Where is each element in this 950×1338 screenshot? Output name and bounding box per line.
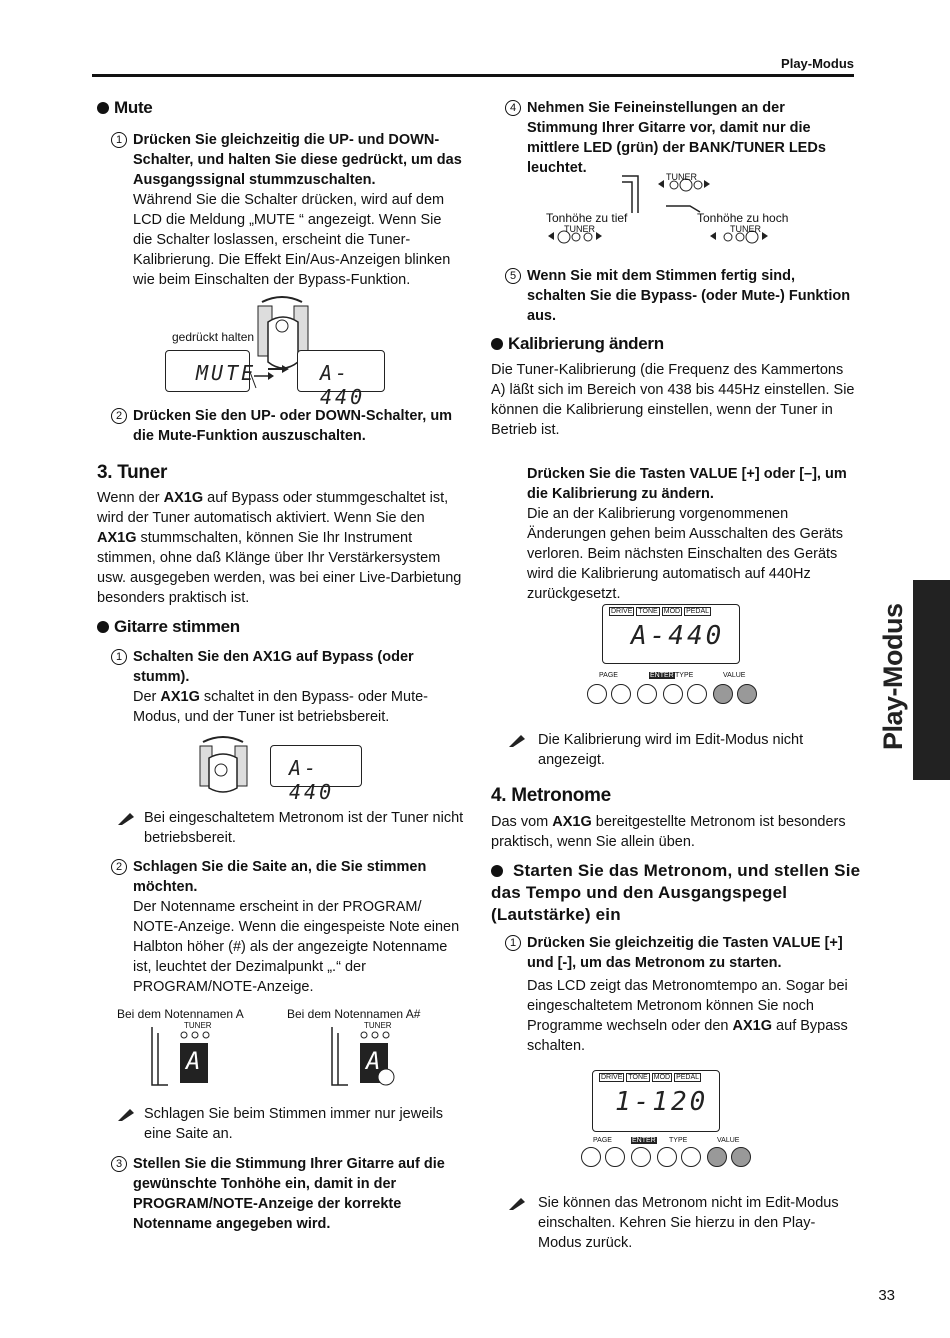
step-instruction: Drücken Sie gleichzeitig die Tasten VALUE [+] und [-], um das Metronom zu starten.	[527, 935, 843, 971]
note-pencil-icon	[117, 1108, 135, 1122]
note-display-asharp	[330, 1021, 420, 1095]
tuner-label: TUNER	[730, 224, 761, 234]
figure-label-asharp: Bei dem Notennamen A#	[287, 1007, 421, 1021]
step-instruction: Drücken Sie die Tasten VALUE [+] oder [–], um die Kalibrierung zu ändern.	[527, 466, 847, 502]
pitch-too-low-label: Tonhöhe zu tief	[546, 211, 628, 225]
note-pencil-icon	[117, 812, 135, 826]
note-metronome-edit: Sie können das Metronom nicht im Edit-Modus einschalten. Kehren Sie hierzu in den Play-Modus zurück.	[538, 1193, 854, 1253]
lcd-text: A-440	[320, 361, 366, 409]
gitarre-step1: 1 Schalten Sie den AX1G auf Bypass (oder stumm). Der AX1G schaltet in den Bypass- oder Mute-Modus, und der Tuner ist betriebsbereit.	[133, 647, 463, 727]
lcd-text: A-440	[289, 756, 335, 804]
page-down-button[interactable]	[587, 684, 607, 704]
tuner-step5	[509, 266, 855, 326]
mute-step1	[115, 130, 463, 290]
value-minus-button[interactable]	[713, 684, 733, 704]
page-down-button[interactable]	[581, 1147, 601, 1167]
metronome-intro: Das vom AX1G bereitgestellte Metronom ist besonders praktisch, wenn Sie allein üben.	[491, 814, 846, 850]
note-letter: A	[366, 1047, 384, 1075]
step-instruction: Stellen Sie die Stimmung Ihrer Gitarre auf die gewünschte Tonhöhe ein, damit in der PROGRAM/NOTE-Anzeige der korrekte Notenname angegeben wird.	[133, 1156, 445, 1232]
figure-label: gedrückt halten	[172, 330, 255, 344]
pitch-too-high-label: Tonhöhe zu hoch	[697, 211, 789, 225]
value-minus-button[interactable]	[707, 1147, 727, 1167]
metronome-step1: 1 Drücken Sie gleichzeitig die Tasten VALUE [+] und [-], um das Metronom zu starten. Das LCD zeigt das Metronomtempo an. Sogar bei eingeschaltetem Metronom können Sie noch Programme wechseln oder den AX1G auf Bypass schalten.	[527, 933, 857, 1056]
tuner-label: TUNER	[666, 172, 697, 182]
note-metronome-tuner: Bei eingeschaltetem Metronom ist der Tuner nicht betriebsbereit.	[144, 808, 464, 848]
tuner-label: TUNER	[564, 224, 595, 234]
kalibrierung-intro: Die Tuner-Kalibrierung (die Frequenz des Kammertons A) läßt sich im Bereich von 438 bis 445Hz einstellen. Sie können die Kalibrierung einstellen, wenn der Tuner in Betrieb ist.	[491, 362, 855, 438]
step-instruction: Drücken Sie den UP- oder DOWN-Schalter, um die Mute-Funktion auszuschalten.	[133, 408, 453, 444]
mute-heading: Mute	[97, 98, 152, 118]
kalibrierung-heading: Kalibrierung ändern	[491, 334, 664, 354]
lcd-text: MUTE	[196, 361, 257, 385]
header-rule	[92, 74, 854, 77]
value-plus-button[interactable]	[731, 1147, 751, 1167]
step-number: 1	[111, 649, 127, 665]
type-up-button[interactable]	[687, 684, 707, 704]
tuner-heading: 3. Tuner	[97, 462, 168, 483]
step-number: 3	[111, 1156, 127, 1172]
step-number: 4	[505, 100, 521, 116]
step-number: 2	[111, 859, 127, 875]
lcd-display-calibration	[297, 350, 385, 409]
gitarre-step3	[115, 1154, 463, 1234]
gitarre-step2	[115, 857, 463, 997]
tuner-label: TUNER	[364, 1021, 392, 1030]
step-instruction: Wenn Sie mit dem Stimmen fertig sind, schalten Sie die Bypass- (oder Mute-) Funktion aus.	[527, 268, 851, 324]
note-letter: A	[186, 1047, 204, 1075]
step-number: 1	[505, 935, 521, 951]
step-instruction: Drücken Sie gleichzeitig die UP- und DOWN-Schalter, und halten Sie diese gedrückt, um das Ausgangssignal stummzuschalten.	[133, 132, 462, 188]
enter-button[interactable]	[631, 1147, 651, 1167]
lcd-display-metronome: DRIVE TONE MOD PEDAL 1-120	[592, 1070, 720, 1132]
arrow-icon	[268, 364, 290, 374]
step-number: 2	[111, 408, 127, 424]
step-explanation: Die an der Kalibrierung vorgenommenen Änderungen gehen beim Ausschalten des Geräts verloren. Beim nächsten Einschalten des Geräts wird die Kalibrierung automatisch auf 440Hz zurückgesetzt.	[527, 506, 843, 602]
lcd-display-tuner	[270, 745, 362, 804]
control-panel-calibration: PAGE ENTER TYPE VALUE	[583, 672, 763, 722]
step-instruction: Nehmen Sie Feineinstellungen an der Stimmung Ihrer Gitarre vor, damit nur die mittlere LED (grün) der BANK/TUNER LEDs leuchtet.	[527, 100, 826, 176]
type-down-button[interactable]	[663, 684, 683, 704]
value-plus-button[interactable]	[737, 684, 757, 704]
figure-label-a: Bei dem Notennamen A	[117, 1007, 244, 1021]
note-display-a	[150, 1021, 240, 1095]
note-pencil-icon	[508, 734, 526, 748]
step-number: 1	[111, 132, 127, 148]
step-explanation: Der Notenname erscheint in der PROGRAM/ NOTE-Anzeige. Wenn die eingespeiste Note einen Halbton höher (#) als der angezeigte Notenname ist, leuchtet der Dezimalpunkt „.“ der PROGRAM/NOTE-Anzeige.	[133, 899, 460, 995]
metronome-heading: 4. Metronome	[491, 785, 611, 806]
tuner-step4	[509, 98, 855, 178]
lcd-text: 1-120	[615, 1087, 709, 1117]
type-down-button[interactable]	[657, 1147, 677, 1167]
metronome-subheading: Starten Sie das Metronom, und stellen Sie das Tempo und den Ausgangspegel (Lautstärke) ein	[491, 861, 861, 924]
mute-step2	[115, 406, 463, 446]
type-up-button[interactable]	[681, 1147, 701, 1167]
lcd-display-mute	[165, 350, 257, 392]
note-pencil-icon	[508, 1197, 526, 1211]
step-number: 5	[505, 268, 521, 284]
running-header: Play-Modus	[781, 56, 854, 71]
page-number: 33	[878, 1287, 895, 1304]
note-one-string: Schlagen Sie beim Stimmen immer nur jeweils eine Saite an.	[144, 1104, 464, 1144]
page-up-button[interactable]	[611, 684, 631, 704]
tuner-label: TUNER	[184, 1021, 212, 1030]
page-up-button[interactable]	[605, 1147, 625, 1167]
step-instruction: Schlagen Sie die Saite an, die Sie stimmen möchten.	[133, 859, 427, 895]
gitarre-heading: Gitarre stimmen	[97, 617, 240, 637]
tuner-intro: Wenn der AX1G auf Bypass oder stummgeschaltet ist, wird der Tuner automatisch aktiviert. Wenn Sie den AX1G stummschalten, können Sie Ihr Instrument stimmen, ohne daß Klänge über Ihr Verstärkersystem usw. ausgegeben werden, was bei einer Live-Darbietung besonders praktisch ist.	[97, 490, 462, 606]
pedal-illustration	[195, 734, 255, 794]
lcd-display-calibration-panel: DRIVE TONE MOD PEDAL A-440	[602, 604, 740, 664]
lcd-text: A-440	[631, 621, 725, 651]
control-panel-metronome: PAGE ENTER TYPE VALUE	[577, 1137, 757, 1187]
kalibrierung-step	[527, 464, 863, 604]
step-explanation: Während Sie die Schalter drücken, wird auf dem LCD die Meldung „MUTE “ angezeigt. Wenn Sie die Schalter loslassen, erscheint die Tuner-Kalibrierung. Die Effekt Ein/Aus-Anzeigen blinken wie beim Einschalten der Bypass-Funktion.	[133, 192, 451, 288]
note-calibration-edit: Die Kalibrierung wird im Edit-Modus nicht angezeigt.	[538, 730, 854, 770]
step-instruction: Schalten Sie den AX1G auf Bypass (oder stumm).	[133, 649, 414, 685]
enter-button[interactable]	[637, 684, 657, 704]
section-tab-label: Play-Modus	[878, 603, 908, 750]
